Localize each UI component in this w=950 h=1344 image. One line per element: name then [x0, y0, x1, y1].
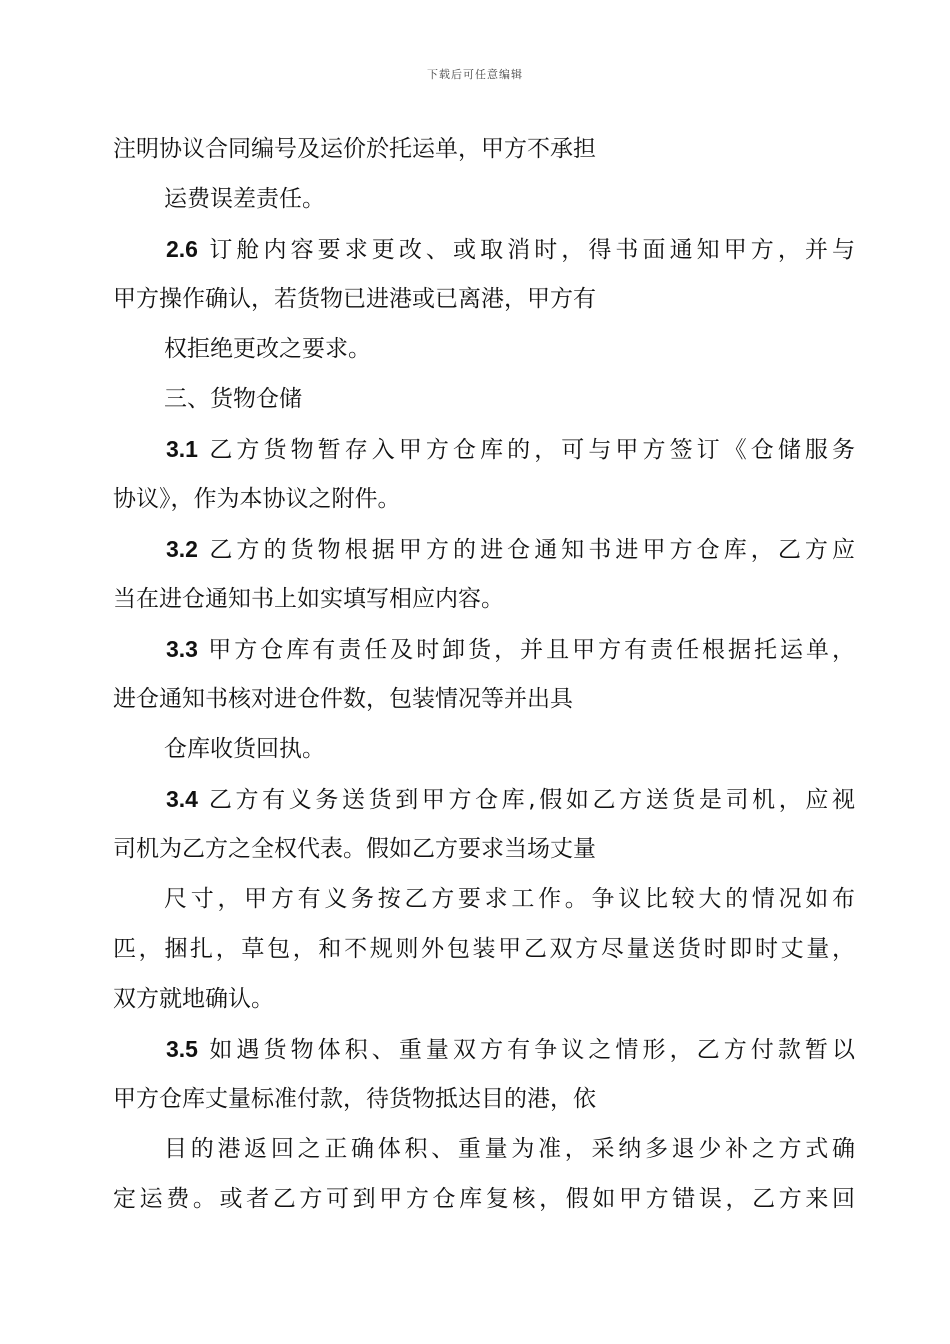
clause-line — [113, 624, 855, 674]
clause-text: 乙方有义务送货到甲方仓库,假如乙方送货是司机，应视 — [197, 787, 855, 813]
clause-line — [113, 1024, 855, 1074]
clause-number: 3.1 — [166, 436, 198, 462]
clause-number: 3.2 — [166, 536, 198, 562]
text-line: 目的港返回之正确体积、重量为准，采纳多退少补之方式确 — [164, 1136, 855, 1162]
text-line: 定运费。或者乙方可到甲方仓库复核，假如甲方错误，乙方来回 — [113, 1186, 855, 1212]
text-line: 甲方仓库丈量标准付款，待货物抵达目的港，依 — [113, 1086, 596, 1112]
clause-text: 如遇货物体积、重量双方有争议之情形，乙方付款暂以 — [197, 1037, 855, 1063]
text-line: 双方就地确认。 — [113, 986, 274, 1012]
text-line: 仓库收货回执。 — [164, 736, 325, 762]
clause-text: 乙方货物暂存入甲方仓库的，可与甲方签订《仓储服务 — [197, 437, 855, 463]
clause-number: 3.5 — [166, 1036, 198, 1062]
clause-text: 甲方仓库有责任及时卸货，并且甲方有责任根据托运单， — [197, 637, 855, 663]
text-line: 运费误差责任。 — [164, 186, 325, 212]
text-line: 匹，捆扎，草包，和不规则外包装甲乙双方尽量送货时即时丈量， — [113, 936, 855, 962]
clause-line — [113, 774, 855, 824]
text-line: 进仓通知书核对进仓件数，包装情况等并出具 — [113, 686, 573, 712]
clause-number: 3.3 — [166, 636, 198, 662]
text-line: 司机为乙方之全权代表。假如乙方要求当场丈量 — [113, 836, 596, 862]
clause-number: 3.4 — [166, 786, 198, 812]
text-line: 权拒绝更改之要求。 — [164, 336, 371, 362]
text-line: 甲方操作确认，若货物已进港或已离港，甲方有 — [113, 286, 596, 312]
clause-line — [113, 224, 855, 274]
section-heading: 三、货物仓储 — [164, 386, 302, 412]
text-line: 注明协议合同编号及运价於托运单，甲方不承担 — [113, 136, 596, 162]
clause-text: 订舱内容要求更改、或取消时，得书面通知甲方，并与 — [197, 237, 855, 263]
text-line: 尺寸，甲方有义务按乙方要求工作。争议比较大的情况如布 — [164, 886, 855, 912]
document-body — [113, 124, 855, 1224]
clause-text: 乙方的货物根据甲方的进仓通知书进甲方仓库，乙方应 — [197, 537, 855, 563]
clause-number: 2.6 — [166, 236, 198, 262]
header-note: 下载后可任意编辑 — [427, 68, 523, 81]
clause-line — [113, 524, 855, 574]
clause-line — [113, 424, 855, 474]
text-line: 当在进仓通知书上如实填写相应内容。 — [113, 586, 504, 612]
text-line: 协议》，作为本协议之附件。 — [113, 486, 401, 512]
